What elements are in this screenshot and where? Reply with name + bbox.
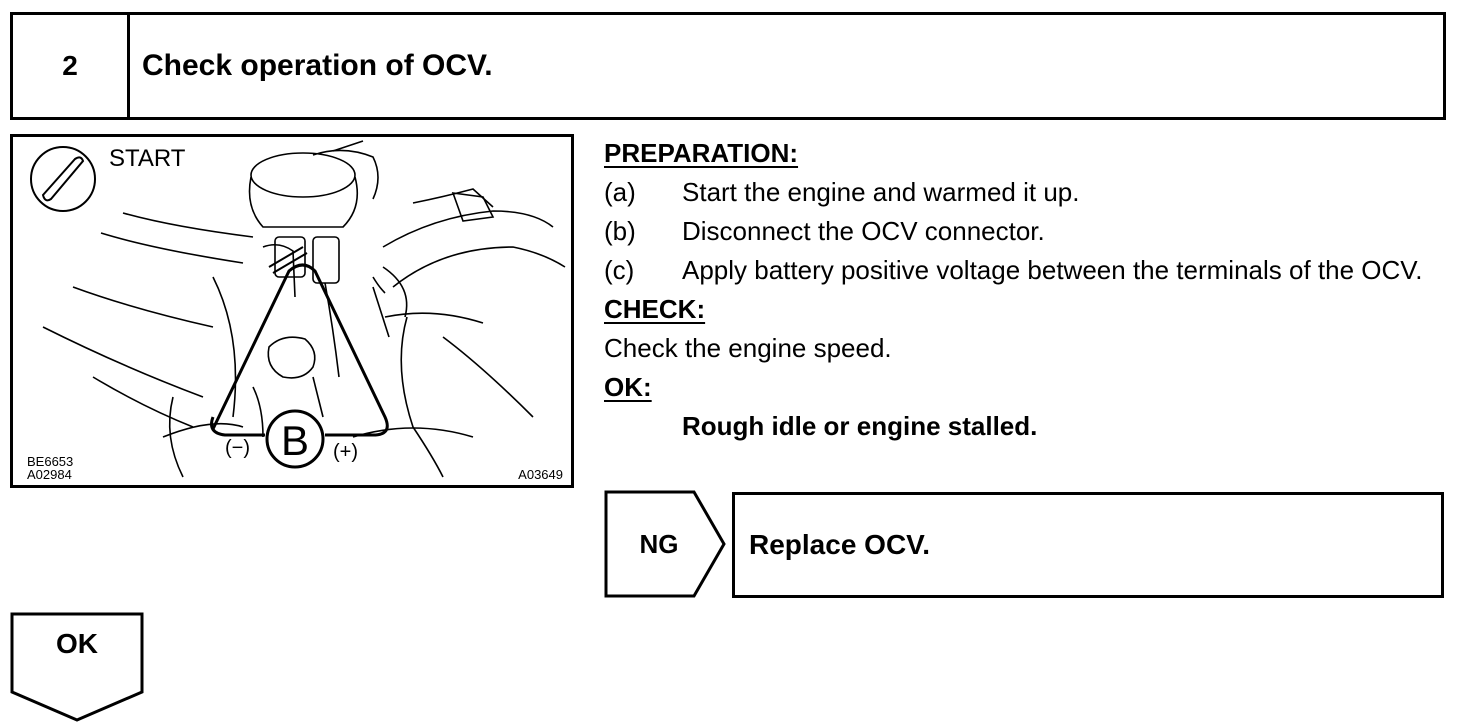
item-label: (b) <box>604 216 636 246</box>
ok-result: Rough idle or engine stalled. <box>682 411 1038 441</box>
check-text: Check the engine speed. <box>604 333 892 363</box>
instructions <box>604 134 1446 446</box>
ok-heading: OK: <box>604 372 652 402</box>
item-label: (a) <box>604 177 636 207</box>
ok-branch <box>10 612 146 727</box>
ng-action: Replace OCV. <box>732 492 1444 598</box>
plus-terminal-label: (+) <box>333 441 358 463</box>
item-text: Disconnect the OCV connector. <box>682 216 1045 246</box>
figure-code-right: A03649 <box>518 467 563 482</box>
figure-code-left <box>27 455 73 481</box>
ng-label: NG <box>639 528 679 559</box>
preparation-item <box>604 173 1446 212</box>
item-label: (c) <box>604 255 635 285</box>
step-header <box>10 12 1446 120</box>
preparation-item <box>604 212 1446 251</box>
figure-code-left-1: BE6653 <box>27 454 74 469</box>
engine-drawing <box>13 137 574 488</box>
preparation-heading: PREPARATION: <box>604 138 799 168</box>
figure-code-left-2: A02984 <box>27 467 72 482</box>
start-label: START <box>109 145 186 172</box>
check-heading: CHECK: <box>604 294 706 324</box>
step-title: Check operation of OCV. <box>142 49 493 82</box>
step-number: 2 <box>13 15 130 117</box>
figure-letter: B <box>280 417 310 464</box>
engine-illustration <box>10 134 574 488</box>
preparation-item <box>604 251 1446 290</box>
ignition-key-icon <box>31 147 95 211</box>
ng-branch <box>604 490 728 605</box>
item-text: Apply battery positive voltage between the terminals of the OCV. <box>682 255 1423 285</box>
item-text: Start the engine and warmed it up. <box>682 177 1080 207</box>
minus-terminal-label: (−) <box>225 437 250 459</box>
ok-arrow-label: OK <box>56 628 98 659</box>
